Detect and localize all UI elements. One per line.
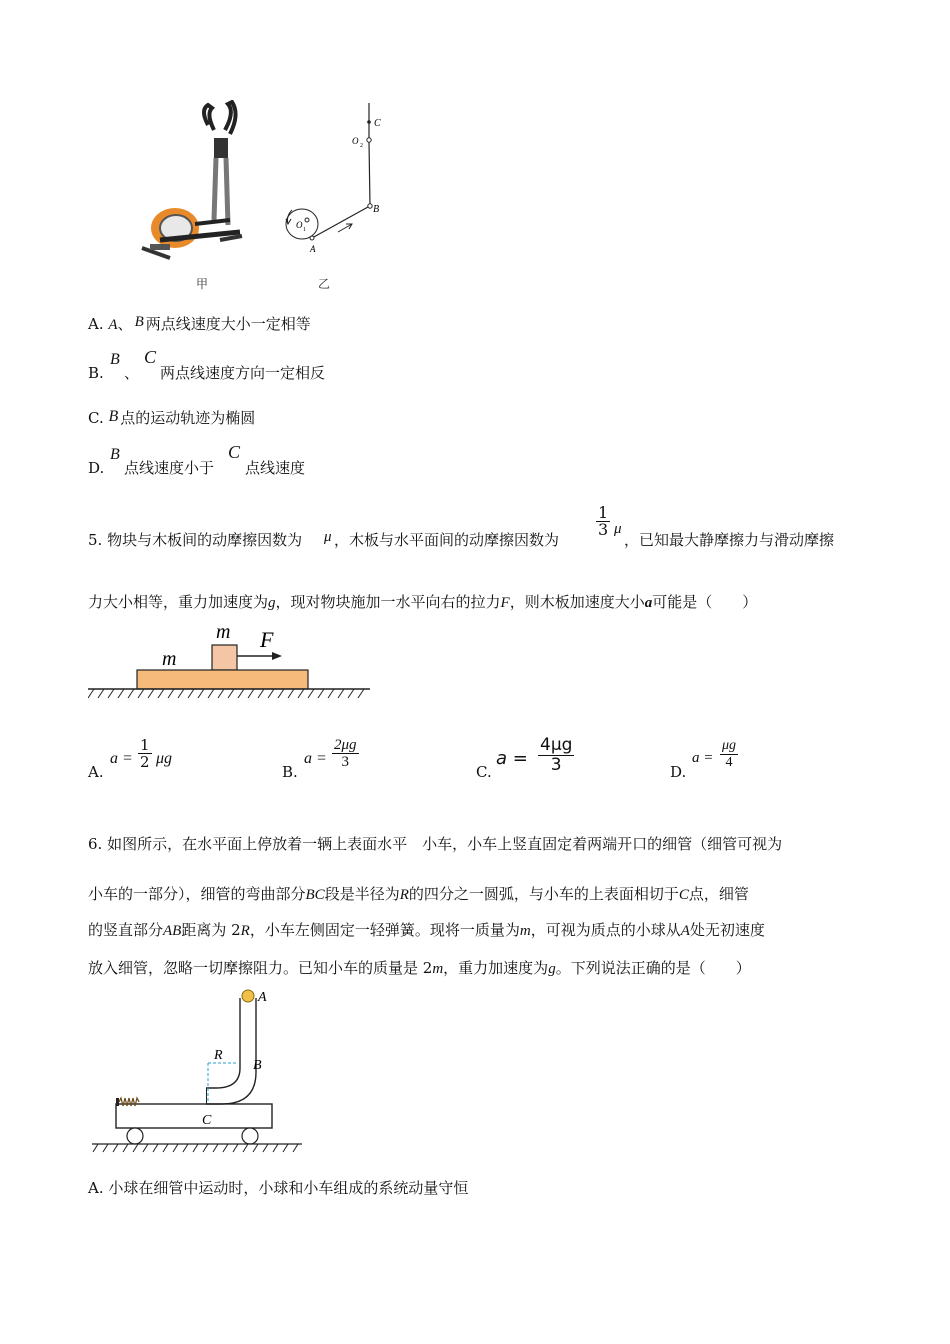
q6-label-a: A [258,990,267,1005]
q6-figure-cart-with-tube [88,984,308,1156]
point-o1 [305,218,309,222]
label-o1-sub: 1 [303,227,306,233]
q5-option-d[interactable]: D. a = $\frac{\mu g}{4}$ [670,738,737,781]
q6-stem-line-2: 小车的一部分），细管的弯曲部分BC段是半径为R的四分之一圆弧，与小车的上表面相切于C点，细管 [88,885,749,903]
q6-wheel-right [242,1128,258,1144]
figure-mechanism-diagram [280,100,390,265]
figure-caption-left: 甲 [196,277,209,291]
q5-force-arrow-icon [272,652,282,660]
q5-option-a[interactable]: A. a = $\frac{1}{2}$ μg [88,736,173,781]
label-c: C [374,118,381,129]
q5-block [212,645,237,670]
label-a: A [310,244,316,254]
q6-stem-line-3: 的竖直部分AB距离为 2R，小车左侧固定一轻弹簧。现将一质量为m，可视为质点的小球从A处无初速度 [88,921,765,939]
figure-caption-right: 乙 [318,277,331,291]
q5-stem-line-2: 力大小相等，重力加速度为g，现对物块施加一水平向右的拉力F，则木板加速度大小a可能是（ ） [88,593,758,611]
q5-fraction-one-third: $\frac{1}{3}$ [598,503,609,539]
q5-figure-block-on-board [88,618,378,704]
q5-label-block-mass: m [216,621,231,643]
q6-figure-svg [88,984,308,1156]
point-o2 [367,138,371,142]
figure-elliptical-trainer [130,100,260,265]
q5-board [137,670,308,689]
q4-option-c[interactable]: C. B 点的运动轨迹为椭圆 [88,408,256,427]
q6-label-c: C [202,1113,212,1128]
q5-label-board-mass: m [162,648,177,670]
label-o1: O [296,220,303,230]
rotation-arrow-icon [286,219,291,224]
q5-option-c[interactable]: C. a = $\frac{4\mu g}{3}$ [476,735,573,781]
q6-cart [116,1104,272,1128]
label-o2: O [352,136,359,146]
q4-option-a[interactable]: A. A、 B 两点线速度大小一定相等 [88,314,311,333]
label-b: B [373,204,380,215]
q5-figure-svg [88,618,378,704]
point-c [367,120,371,124]
q6-stem-line-4: 放入细管，忽略一切摩擦阻力。已知小车的质量是 2m，重力加速度为g。下列说法正确的是（ ） [88,959,751,977]
label-o2-sub: 2 [360,143,363,149]
elliptical-trainer-photo [130,100,260,265]
q5-label-force: F [260,627,274,652]
point-a [310,236,314,240]
mechanism-svg [280,100,390,265]
q5-ground-hatch [88,689,364,698]
q6-stem-line-1: 6. 如图所示，在水平面上停放着一辆上表面水平 小车，小车上竖直固定着两端开口的细管（细管可视为 [88,835,783,853]
q6-label-r: R [214,1048,223,1063]
q6-label-b: B [253,1058,262,1073]
q6-ground-hatch [93,1144,298,1152]
q6-option-a[interactable]: A. 小球在细管中运动时，小球和小车组成的系统动量守恒 [88,1179,469,1197]
q6-ball [242,990,254,1002]
q6-spring-icon [116,1098,139,1106]
q6-wheel-left [127,1128,143,1144]
q5-option-b[interactable]: B. a = $\frac{2\mu g}{3}$ [282,737,357,781]
point-b [368,204,372,208]
